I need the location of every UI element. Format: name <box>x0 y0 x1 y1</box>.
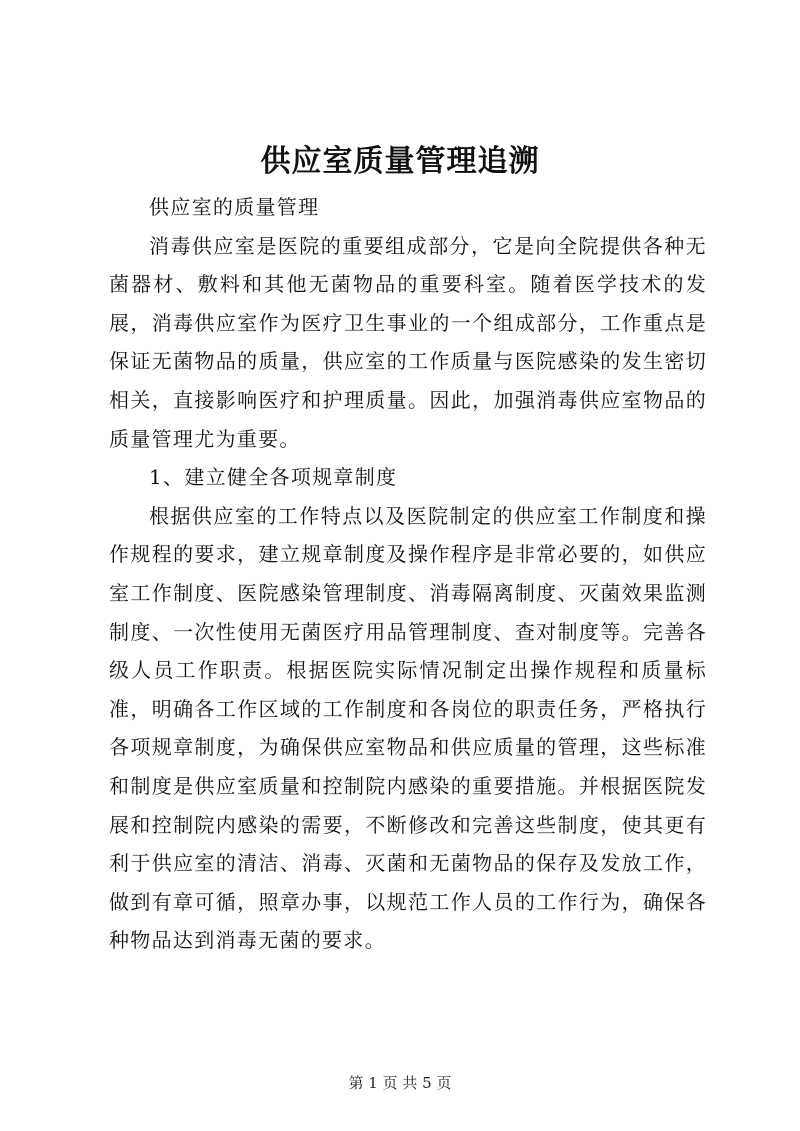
document-body <box>109 188 707 960</box>
body-paragraph: 消毒供应室是医院的重要组成部分，它是向全院提供各种无菌器材、敷料和其他无菌物品的重要科室。随着医学技术的发展，消毒供应室作为医疗卫生事业的一个组成部分，工作重点是保证无菌物品的质量，供应室的工作质量与医院感染的发生密切相关，直接影响医疗和护理质量。因此，加强消毒供应室物品的质量管理尤为重要。 <box>109 233 707 451</box>
body-paragraph: 根据供应室的工作特点以及医院制定的供应室工作制度和操作规程的要求，建立规章制度及操作程序是非常必要的，如供应室工作制度、医院感染管理制度、消毒隔离制度、灭菌效果监测制度、一次性使用无菌医疗用品管理制度、查对制度等。完善各级人员工作职责。根据医院实际情况制定出操作规程和质量标准，明确各工作区域的工作制度和各岗位的职责任务，严格执行各项规章制度，为确保供应室物品和供应质量的管理，这些标准和制度是供应室质量和控制院内感染的重要措施。并根据医院发展和控制院内感染的需要，不断修改和完善这些制度，使其更有利于供应室的清洁、消毒、灭菌和无菌物品的保存及发放工作，做到有章可循，照章办事，以规范工作人员的工作行为，确保各种物品达到消毒无菌的要求。 <box>109 503 707 953</box>
section-heading: 1、建立健全各项规章制度 <box>149 465 398 490</box>
page-footer: 第 1 页 共 5 页 <box>348 1074 452 1092</box>
section-heading: 供应室的质量管理 <box>149 195 320 219</box>
document-title: 供应室质量管理追溯 <box>260 144 540 179</box>
